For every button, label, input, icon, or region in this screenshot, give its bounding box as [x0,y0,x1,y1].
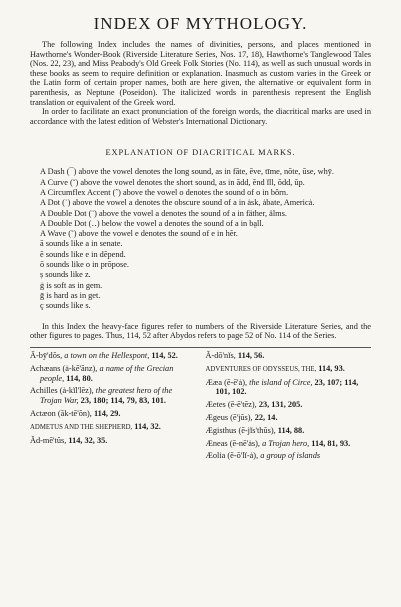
entry-references: 114, 52. [151,351,178,361]
entry-head: Ăd-mē'tŭs, [30,435,67,445]
entry-references: 114, 56. [237,351,265,361]
mark-line: ō sounds like o in prōpose. [40,260,129,270]
index-entry [206,400,372,410]
intro-paragraph: In order to facilitate an exact pronunciation of the foreign words, the diacritical marks are used in accordance with the latest edition of Webster's International Dictionary. [30,107,371,126]
mark-line: ġ is soft as in gem. [40,280,103,290]
entry-head: Achæans (ȧ-kē'ănz), [30,363,98,373]
mark-line: ḡ is hard as in get. [40,290,101,300]
entry-references: 114, 88. [277,425,305,435]
mark-line: ē sounds like e in dēpend. [40,249,126,259]
mark-line: A Curve (˘) above the vowel denotes the short sound, as in ădd, ĕnd ĭll, ŏdd, ŭp. [40,177,305,187]
entry-head: Actæon (ăk-tē'ŏn), [30,409,92,419]
diacritical-marks-list [30,167,371,311]
index-entry [30,436,196,446]
index-entry [206,364,372,375]
index-entry [30,409,196,419]
mark-line: A Circumflex Accent (ˆ) above the vowel o denotes the sound of o in bôrn. [40,187,289,197]
section-title: EXPLANATION OF DIACRITICAL MARKS. [105,148,296,158]
entry-references: 23, 131, 205. [258,400,303,410]
entry-head: Ææa (ē-ē'ȧ), [205,377,248,387]
entry-description: a group of islands [260,451,321,461]
entry-references: 23, 180; 114, 79, 83, 101. [80,396,166,406]
entry-references: 114, 29. [93,409,121,419]
index-entry [206,451,372,461]
entry-references: 114, 32, 35. [68,435,108,445]
entry-references: 114, 81, 93. [311,438,351,448]
entry-head: Ā-bȳ'dŏs, [30,351,63,361]
entry-head: ADMETUS AND THE SHEPHERD, [30,423,133,431]
index-entry [30,386,196,406]
index-entry [30,364,196,384]
entry-description: a town on the Hellespont, [64,351,150,361]
figures-note: In this Index the heavy-face figures refer to numbers of the Riverside Literature Series, and the other figures to pages. Thus, 114, 52 after Abydos refers to page 52 of No. 114 of the Series. [30,321,371,341]
index-entry [206,413,372,423]
index-entry [206,378,372,398]
entry-head: Ægisthus (ē-jĭs'thŭs), [205,425,276,435]
entry-references: 114, 32. [134,421,161,431]
entry-references: 23, 107; 114, 101, 102. [215,377,359,397]
mark-line: A Dot (˙) above the vowel a denotes the obscure sound of a in ȧsk, ȧbate, Americȧ. [40,198,315,208]
index-column-right [206,351,372,464]
index-entry [206,351,372,361]
index-entry [30,422,196,433]
entry-references: 22, 14. [254,413,278,423]
mark-line: A Wave (˜) above the vowel e denotes the sound of e in hẽr. [40,229,238,239]
entry-head: ADVENTURES OF ODYSSEUS, THE, [205,365,317,373]
entry-description: a name of the Grecian people, [40,363,174,383]
mark-line: A Double Dot (¨) above the vowel a denotes the sound of a in fäther, älms. [40,208,287,218]
index-columns [30,351,371,464]
mark-line: A Double Dot (‥) below the vowel a denotes the sound of a in ba̤ll. [40,218,264,228]
entry-head: Æneas (ē-nē'ȧs), [205,438,260,448]
entry-references: 114, 80. [66,373,93,383]
intro-paragraph: The following Index includes the names of divinities, persons, and places mentioned in Hawthorne's Wonder-Book (Riverside Literature Series, Nos. 17, 18), Hawthorne's Tanglewood Tales (Nos. 22, 23), and Miss Peabody's Old Greek Folk Stories (No. 114), as well as such unusual words in these books as seem to require definition or explanation. Inasmuch as custom varies in the Greek or the Latin form of certain proper names, both are here given, the alternative or equivalent form in parenthesis, as Neptune (Poseidon). The italicized words in parenthesis represent the English translation or equivalent of the Greek word. [30,40,371,107]
entry-references: 114, 93. [318,363,345,373]
entry-head: Achilles (ȧ-kĭl'lēz), [30,386,94,396]
entry-description: the island of Circe, [249,377,313,387]
index-entry [30,351,196,361]
mark-line: ṣ sounds like z. [40,270,91,280]
entry-head: Ægeus (ē'jūs), [205,413,253,423]
mark-line: ç sounds like s. [40,301,91,311]
page-title: INDEX OF MYTHOLOGY. [93,14,308,33]
entry-head: Æolia (ē-ō'lĭ-ȧ), [205,451,259,461]
entry-description: a Trojan hero, [262,438,310,448]
mark-line: ā sounds like a in senate. [40,239,123,249]
intro-text [30,40,371,126]
entry-description: the greatest hero of the Trojan War, [40,386,173,406]
entry-head: Æetes (ē-ē'tēz), [205,400,257,410]
mark-line: A Dash (¯) above the vowel denotes the long sound, as in fāte, ēve, tīme, nōte, ūse, whȳ. [40,167,335,177]
index-column-left [30,351,196,464]
entry-head: Ă-dō'nĭs, [205,351,236,361]
index-entry [206,439,372,449]
divider [30,347,371,348]
index-entry [206,426,372,436]
